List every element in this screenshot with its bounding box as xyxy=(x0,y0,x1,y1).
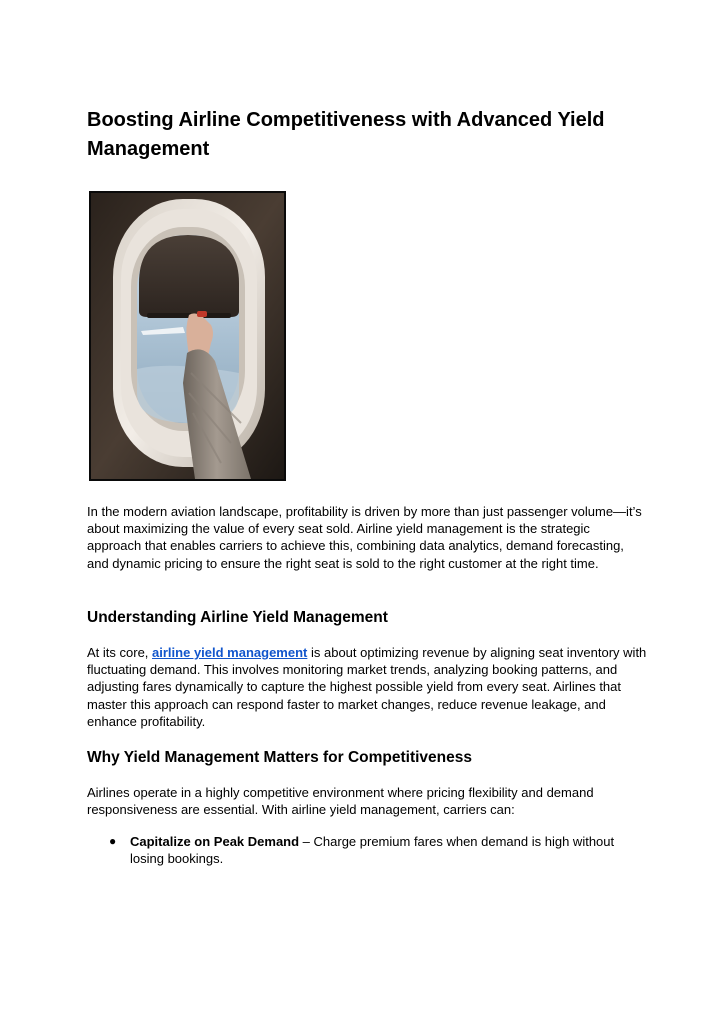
understanding-paragraph xyxy=(87,644,647,730)
airplane-window-photo-icon xyxy=(91,193,284,479)
paragraph-text: is about optimizing revenue by aligning seat inventory with fluctuating demand. This involves monitoring market trends, analyzing booking patterns, and adjusting fares dynamically to capture the highest possible yield from every seat. Airlines that master this approach can respond faster to market changes, reduce revenue leakage, and enhance profitability. xyxy=(87,645,647,729)
paragraph-text: At its core, xyxy=(87,645,153,660)
list-item xyxy=(87,833,647,867)
why-matters-paragraph: Airlines operate in a highly competitive environment where pricing flexibility and demand responsiveness are essential. With airline yield management, carriers can: xyxy=(87,785,594,818)
benefits-list xyxy=(87,833,647,867)
bullet-icon: ● xyxy=(109,834,117,848)
list-item-title: Capitalize on Peak Demand xyxy=(130,834,300,849)
page-title: Boosting Airline Competitiveness with Advanced Yield Management xyxy=(87,109,605,160)
list-item-text: – Charge premium fares when demand is high without losing bookings. xyxy=(130,834,615,867)
section-heading-understanding: Understanding Airline Yield Management xyxy=(87,609,388,626)
airplane-window-photo xyxy=(89,191,286,481)
yield-management-link[interactable]: airline yield management xyxy=(152,645,308,660)
intro-paragraph: In the modern aviation landscape, profitability is driven by more than just passenger volume—it’s about maximizing the value of every seat sold. Airline yield management is the strategic approach that enables carriers to achieve this, combining data analytics, demand forecasting, and dynamic pricing to ensure the right seat is sold to the right customer at the right time. xyxy=(87,504,642,571)
section-heading-why-matters: Why Yield Management Matters for Competitiveness xyxy=(87,749,473,766)
